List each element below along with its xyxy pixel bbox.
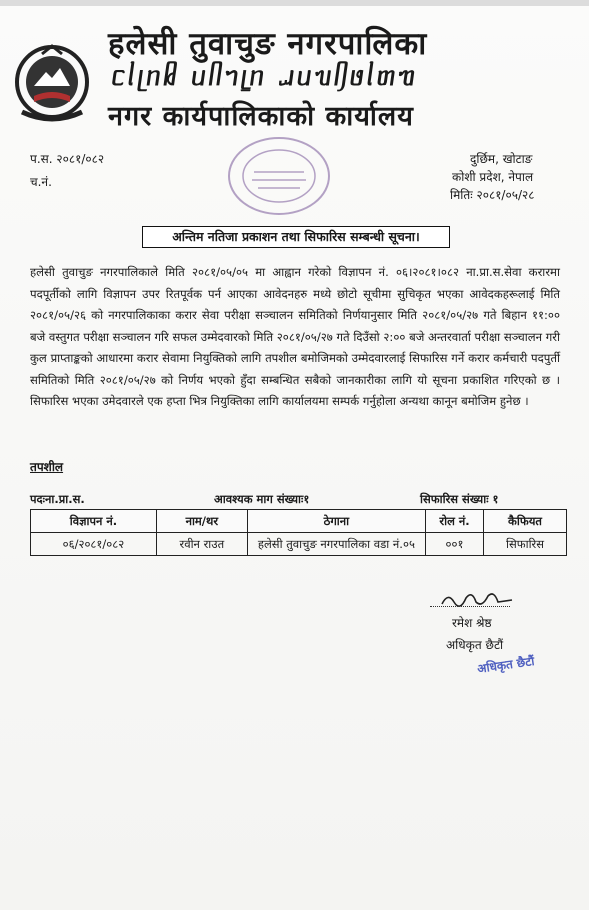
column-header: नाम/थर — [156, 510, 247, 533]
tapashil-heading: तपशील — [30, 460, 64, 474]
signature-line — [430, 606, 510, 607]
patra-sankhya: प.स. २०८१/०८२ — [30, 152, 105, 166]
table-cell: ००१ — [426, 533, 484, 556]
column-header: ठेगाना — [247, 510, 425, 533]
office-name: नगर कार्यपालिकाको कार्यालय — [108, 101, 414, 132]
recommended-count: सिफारिस संख्याः १ — [420, 492, 499, 506]
office-seal-icon — [224, 134, 334, 218]
table-cell: हलेसी तुवाचुङ नगरपालिका वडा नं.०५ — [247, 533, 425, 556]
column-header: रोल नं. — [426, 510, 484, 533]
letter-date: मितिः २०८१/०५/२८ — [450, 188, 535, 202]
designation-stamp: अधिकृत छैटौं — [476, 654, 536, 676]
column-header: विज्ञापन नं. — [31, 510, 157, 533]
government-emblem-icon — [12, 42, 92, 124]
notice-body: हलेसी तुवाचुङ नगरपालिकाले मिति २०८१/०५/०५ मा आह्वान गरेको विज्ञापन नं. ०६।२०८१।०८२ ना.प्रा.स.सेवा करारमा पदपूर्तीको लागि विज्ञापन उपर रितपूर्वक पर्न आएका आवेदनहरु मध्ये छोटो सूचीमा सुचिकृत भएका आवेदकहरूलाई मिति २०८१/०५/२६ को नगरपालिकाका करार सेवा परीक्षा सञ्चालन समितिको निर्णयानुसार मिति २०८१/०५/२७ गते बिहान ११:०० बजे वस्तुगत परीक्षा सञ्चालन गरि सफल उम्मेदवारको मिति २०८१/०५/२७ गते दिउँसो २:०० बजे अन्तरवार्ता परीक्षा सञ्चालन गरी कुल प्राप्ताङ्कको आधारमा करार सेवामा नियुक्तिको लागि तपशील बमोजिमको उम्मेदवारलाई सिफारिस गर्ने करार कर्मचारी पदपुर्ती समितिको मिति २०८१/०५/२७ को निर्णय भएको हुँदा सम्बन्धित सबैको जानकारीका लागि यो सूचना प्रकाशित गरिएको छ । सिफारिस भएका उमेदवारले एक हप्ता भित्र नियुक्तिका लागि कार्यालयमा सम्पर्क गर्नुहोला अन्यथा कानून बमोजिम हुनेछ । — [30, 265, 560, 408]
province: कोशी प्रदेश, नेपाल — [452, 170, 534, 184]
scan-top-edge — [0, 0, 589, 6]
candidate-table — [30, 509, 567, 556]
location: दुर्छिम, खोटाङ — [470, 152, 533, 166]
required-count: आवश्यक माग संख्याः१ — [214, 492, 310, 506]
signatory-name: रमेश श्रेष्ठ — [452, 616, 492, 630]
chalani-number: च.नं. — [30, 175, 52, 189]
post-label: पदःना.प्रा.स. — [30, 492, 85, 506]
table-cell: सिफारिस — [484, 533, 567, 556]
table-cell: ०६/२०८१/०८२ — [31, 533, 157, 556]
signatory-post: अधिकृत छैटौं — [446, 638, 504, 652]
notice-title: अन्तिम नतिजा प्रकाशन तथा सिफारिस सम्बन्धी सूचना। — [142, 226, 450, 248]
municipality-name: हलेसी तुवाचुङ नगरपालिका — [108, 26, 428, 62]
table-header-row — [31, 510, 567, 533]
municipality-name-limbu: ᥴᥣᥨᥒᥤ ᥙᥥᥐᥧᥒ ᥘᥙᥔᥦᥳᥣᥖᥓ — [109, 62, 421, 92]
table-row — [31, 533, 567, 556]
column-header: कैफियत — [484, 510, 567, 533]
table-cell: रवीन राउत — [156, 533, 247, 556]
